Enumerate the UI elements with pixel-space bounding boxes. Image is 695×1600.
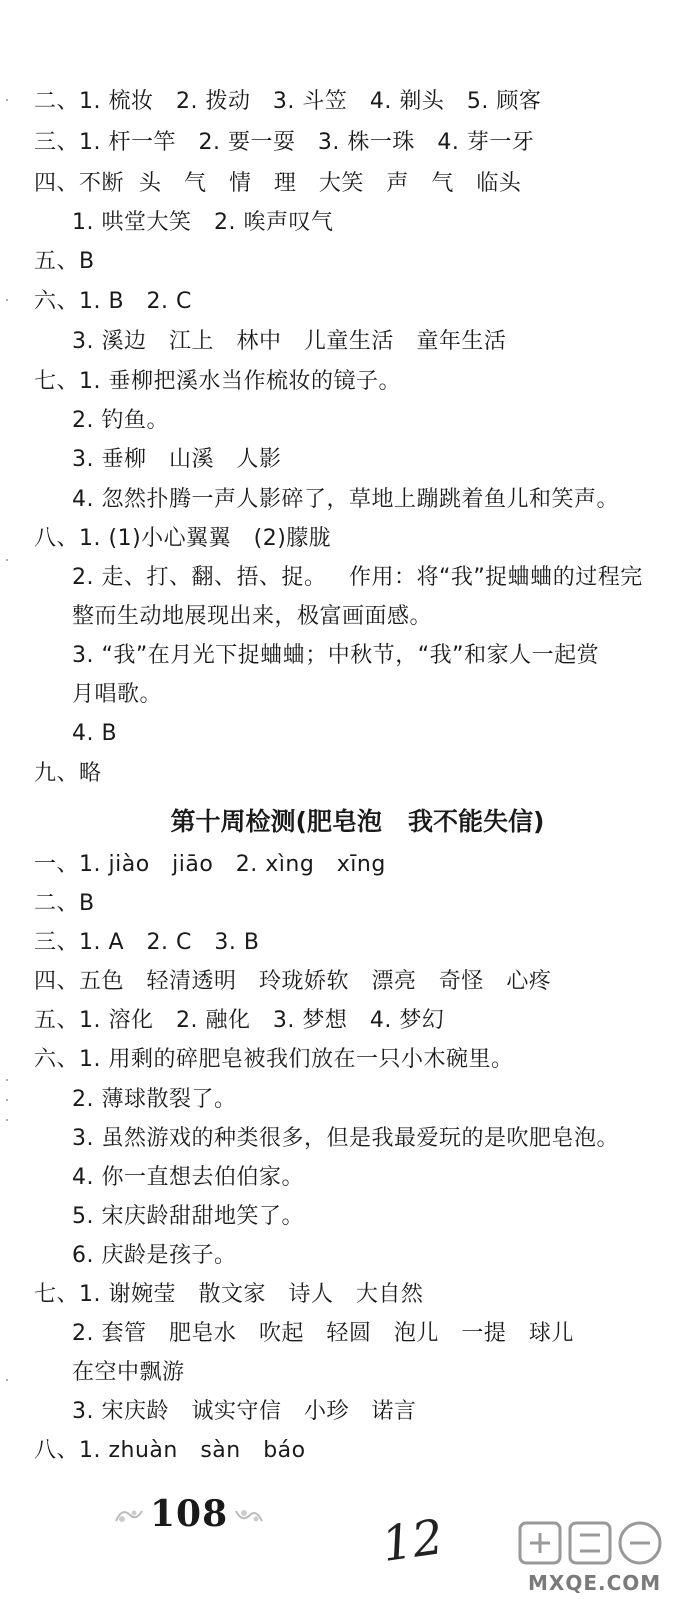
week10-line-1: 一、1. jiào jiāo 2. xìng xīng xyxy=(34,852,386,877)
week10-line-7: 七、1. 谢婉莹 散文家 诗人 大自然 xyxy=(34,1282,424,1307)
week10-line-6: 六、1. 用剩的碎肥皂被我们放在一只小木碗里。 xyxy=(34,1047,514,1072)
week10-line-7-2: 2. 套管 肥皂水 吹起 轻圆 泡儿 一提 球儿 xyxy=(72,1321,574,1346)
answer-line-7-2: 2. 钓鱼。 xyxy=(72,408,169,433)
answer-line-8-4: 4. B xyxy=(72,721,118,746)
answer-line-3: 三、1. 杆一竿 2. 要一耍 3. 株一珠 4. 芽一牙 xyxy=(34,130,535,155)
answer-line-4: 四、不断 头 气 情 理 大笑 声 气 临头 xyxy=(34,171,522,196)
week10-line-6-4: 4. 你一直想去伯伯家。 xyxy=(72,1165,304,1190)
section-title: 第十周检测(肥皂泡 我不能失信) xyxy=(170,807,545,836)
floral-ornament-icon xyxy=(112,1503,146,1529)
answer-line-8-2-cont: 整而生动地展现出来，极富画面感。 xyxy=(72,604,433,629)
week10-line-3: 三、1. A 2. C 3. B xyxy=(34,930,260,955)
answer-line-5: 五、B xyxy=(34,249,95,274)
watermark-logo xyxy=(500,1515,690,1599)
page-footer xyxy=(0,1485,695,1600)
answer-line-8-3: 3. “我”在月光下捉蛐蛐；中秋节，“我”和家人一起赏 xyxy=(72,643,600,668)
week10-line-6-6: 6. 庆龄是孩子。 xyxy=(72,1243,237,1268)
week10-line-7-3: 3. 宋庆龄 诚实守信 小珍 诺言 xyxy=(72,1399,417,1424)
answer-line-7-4: 4. 忽然扑腾一声人影碎了，草地上蹦跳着鱼儿和笑声。 xyxy=(72,487,619,512)
week10-line-6-2: 2. 薄球散裂了。 xyxy=(72,1087,237,1112)
answer-line-7: 七、1. 垂柳把溪水当作梳妆的镜子。 xyxy=(34,369,401,394)
floral-ornament-icon xyxy=(232,1503,266,1529)
week10-line-5: 五、1. 溶化 2. 融化 3. 梦想 4. 梦幻 xyxy=(34,1008,445,1033)
answer-line-6-3: 3. 溪边 江上 林中 儿童生活 童年生活 xyxy=(72,329,507,354)
week10-line-2: 二、B xyxy=(34,891,95,916)
answer-line-7-3: 3. 垂柳 山溪 人影 xyxy=(72,447,282,472)
week10-line-6-3: 3. 虽然游戏的种类很多，但是我最爱玩的是吹肥皂泡。 xyxy=(72,1126,619,1151)
answer-line-9: 九、略 xyxy=(34,761,102,786)
week10-line-4: 四、五色 轻清透明 玲珑娇软 漂亮 奇怪 心疼 xyxy=(34,969,552,994)
answer-line-8-3-cont: 月唱歌。 xyxy=(72,682,163,707)
answer-line-4-1: 1. 哄堂大笑 2. 唉声叹气 xyxy=(72,210,334,235)
week10-line-7-2-cont: 在空中飘游 xyxy=(72,1360,185,1385)
watermark-emblem-icon xyxy=(500,1515,690,1575)
answer-line-6: 六、1. B 2. C xyxy=(34,289,192,314)
week10-line-6-5: 5. 宋庆龄甜甜地笑了。 xyxy=(72,1204,304,1229)
week10-line-8: 八、1. zhuàn sàn báo xyxy=(34,1438,306,1463)
page-number: 108 xyxy=(150,1493,229,1535)
answer-line-8: 八、1. (1)小心翼翼 (2)朦胧 xyxy=(34,526,332,551)
watermark-text: MXQE.COM xyxy=(528,1571,662,1595)
answer-line-2: 二、1. 梳妆 2. 拨动 3. 斗笠 4. 剃头 5. 顾客 xyxy=(34,89,542,114)
handwritten-note: 12 xyxy=(378,1509,447,1573)
answer-line-8-2: 2. 走、打、翻、捂、捉。 作用：将“我”捉蛐蛐的过程完 xyxy=(72,565,643,590)
